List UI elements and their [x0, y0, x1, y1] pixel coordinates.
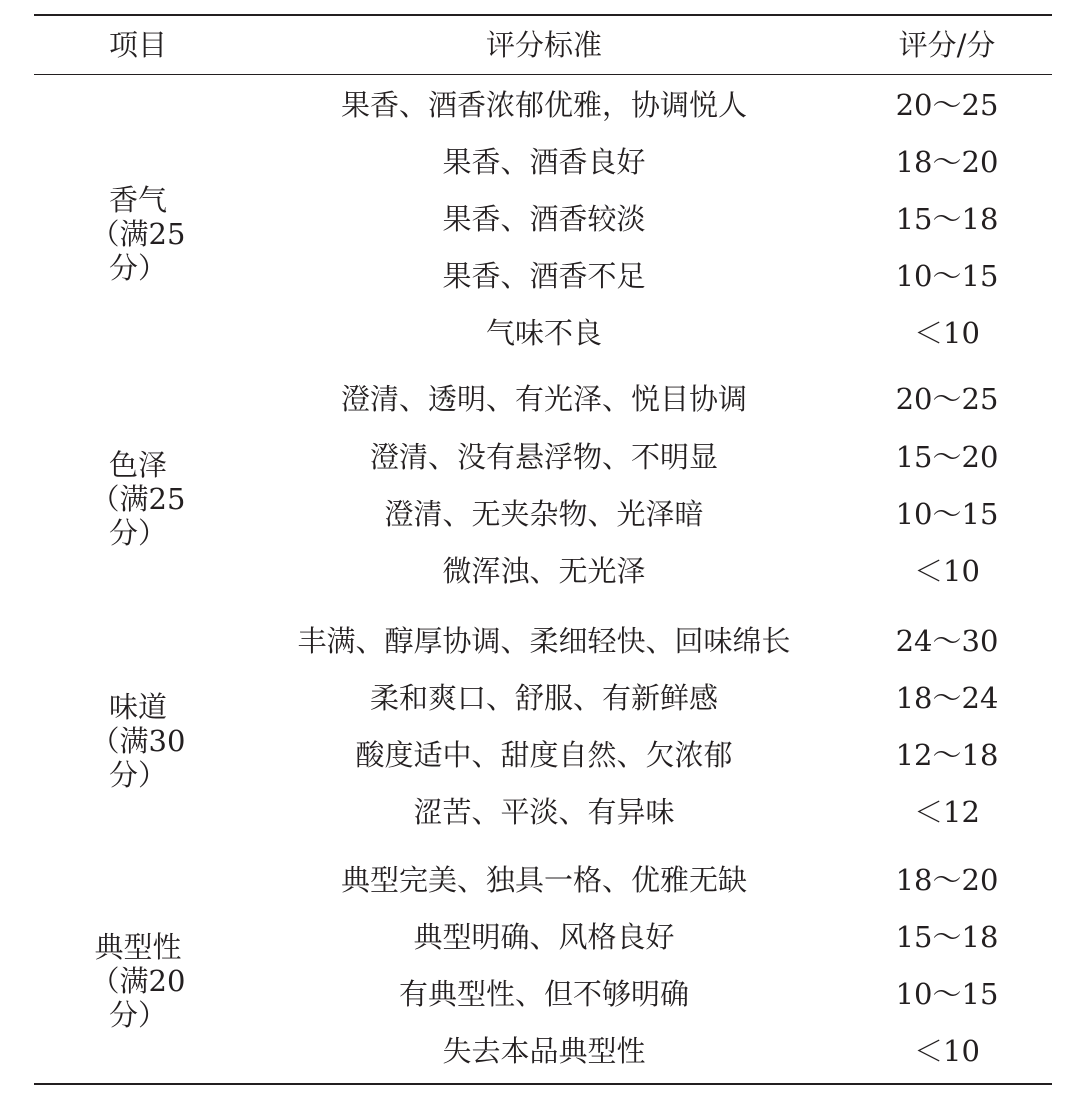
table-row-score: 10～15	[895, 497, 999, 531]
group-full-score: （满20分）	[90, 964, 186, 1032]
table-row-score: ＜10	[914, 316, 980, 350]
table-header-rule	[34, 74, 1052, 75]
table-row-criteria: 澄清、没有悬浮物、不明显	[369, 440, 718, 474]
table-row-score: 10～15	[895, 977, 999, 1011]
table-row-criteria: 果香、酒香良好	[442, 145, 646, 179]
group-aroma-label	[74, 183, 202, 285]
table-row-score: 15～18	[895, 202, 999, 236]
group-name: 典型性	[94, 930, 182, 964]
table-row-score: 12～18	[895, 738, 999, 772]
group-full-score: （满25分）	[90, 482, 186, 550]
table-row-criteria: 涩苦、平淡、有异味	[413, 795, 675, 829]
table-row-score: ＜10	[914, 554, 980, 588]
table-row-score: 20～25	[895, 88, 999, 122]
table-row-criteria: 典型完美、独具一格、优雅无缺	[340, 863, 747, 897]
table-row-score: 18～20	[895, 863, 999, 897]
table-row-criteria: 丰满、醇厚协调、柔细轻快、回味绵长	[297, 624, 791, 658]
table-row-criteria: 微浑浊、无光泽	[442, 554, 646, 588]
header-item: 项目	[108, 28, 167, 62]
header-score: 评分/分	[898, 28, 996, 62]
table-row-criteria: 气味不良	[485, 316, 602, 350]
table-row-score: 15～18	[895, 920, 999, 954]
table-row-score: ＜10	[914, 1034, 980, 1068]
table-row-criteria: 典型明确、风格良好	[413, 920, 675, 954]
table-row-criteria: 酸度适中、甜度自然、欠浓郁	[355, 738, 733, 772]
table-row-score: 24～30	[895, 624, 999, 658]
header-criteria: 评分标准	[485, 28, 602, 62]
table-row-criteria: 果香、酒香不足	[442, 259, 646, 293]
table-row-score: 18～24	[895, 681, 999, 715]
group-taste-label	[74, 690, 202, 792]
table-row-score: 15～20	[895, 440, 999, 474]
table-row-score: ＜12	[914, 795, 980, 829]
table-row-score: 18～20	[895, 145, 999, 179]
table-row-criteria: 果香、酒香较淡	[442, 202, 646, 236]
group-color-label	[74, 448, 202, 550]
table-row-criteria: 澄清、透明、有光泽、悦目协调	[340, 382, 747, 416]
table-bottom-rule	[34, 1083, 1052, 1085]
group-typicality-label	[74, 930, 202, 1032]
table-row-criteria: 柔和爽口、舒服、有新鲜感	[369, 681, 718, 715]
group-name: 香气	[108, 183, 167, 217]
table-row-criteria: 澄清、无夹杂物、光泽暗	[384, 497, 704, 531]
table-row-score: 10～15	[895, 259, 999, 293]
group-full-score: （满25分）	[90, 217, 186, 285]
table-row-criteria: 有典型性、但不够明确	[398, 977, 689, 1011]
table-row-criteria: 失去本品典型性	[442, 1034, 646, 1068]
table-top-rule	[34, 14, 1052, 16]
table-row-score: 20～25	[895, 382, 999, 416]
group-name: 色泽	[108, 448, 167, 482]
group-name: 味道	[108, 690, 167, 724]
table-row-criteria: 果香、酒香浓郁优雅，协调悦人	[340, 88, 747, 122]
group-full-score: （满30分）	[90, 724, 186, 792]
